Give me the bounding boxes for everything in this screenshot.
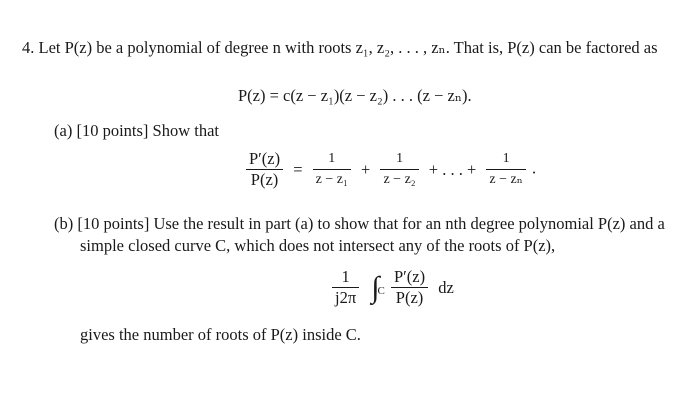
equals-sign: = <box>293 159 303 179</box>
lhs-fraction <box>246 150 283 189</box>
part-a-points: [10 points] <box>76 121 149 140</box>
problem-statement-line-1 <box>22 38 658 58</box>
part-b-points: [10 points] <box>77 214 150 233</box>
factored-form-equation: P(z) = c(z − z₁)(z − z₂) . . . (z − zₙ). <box>238 86 472 105</box>
coefficient-numerator: 1 <box>341 267 350 286</box>
ellipsis-plus: + . . . + <box>428 159 477 179</box>
coefficient-fraction <box>332 268 359 307</box>
integrand-fraction <box>391 268 428 307</box>
term-denominator: z − z₁ <box>315 172 348 187</box>
differential: dz <box>438 277 454 297</box>
part-b-conclusion: gives the number of roots of P(z) inside C. <box>80 325 361 344</box>
problem-number: 4. <box>22 38 35 57</box>
term-denominator: z − zₙ <box>489 172 523 187</box>
term-denominator: z − z₂ <box>383 172 416 187</box>
part-b-heading <box>54 214 665 234</box>
term-numerator: 1 <box>328 151 336 166</box>
equation-period: . <box>531 158 537 178</box>
term-fraction <box>313 150 351 189</box>
problem-intro-text: Let P(z) be a polynomial of degree n with roots z₁, z₂, . . . , zₙ. That is, P(z) can be factored as <box>38 38 658 57</box>
part-a-label: (a) <box>54 121 73 140</box>
integrand-numerator: P′(z) <box>393 267 426 286</box>
term-numerator: 1 <box>502 151 510 166</box>
part-a-heading <box>54 121 219 141</box>
part-b-label: (b) <box>54 214 74 233</box>
integrand-denominator: P(z) <box>395 288 424 307</box>
term-numerator: 1 <box>396 151 404 166</box>
part-a-prompt: Show that <box>152 121 220 140</box>
term-fraction <box>380 150 418 189</box>
integral-subscript: C <box>377 285 385 298</box>
lhs-numerator: P′(z) <box>249 149 281 168</box>
contour-integral-expression <box>330 268 458 307</box>
part-a-equation <box>244 150 536 189</box>
plus-sign: + <box>361 159 371 179</box>
part-b-line-2: simple closed curve C, which does not intersect any of the roots of P(z), <box>80 236 556 255</box>
part-b-line-1: Use the result in part (a) to show that for an nth degree polynomial P(z) and a <box>153 214 665 233</box>
term-fraction <box>486 150 525 189</box>
lhs-denominator: P(z) <box>250 170 279 189</box>
coefficient-denominator: j2π <box>335 288 357 307</box>
integral-sign: ∫ <box>371 270 380 304</box>
